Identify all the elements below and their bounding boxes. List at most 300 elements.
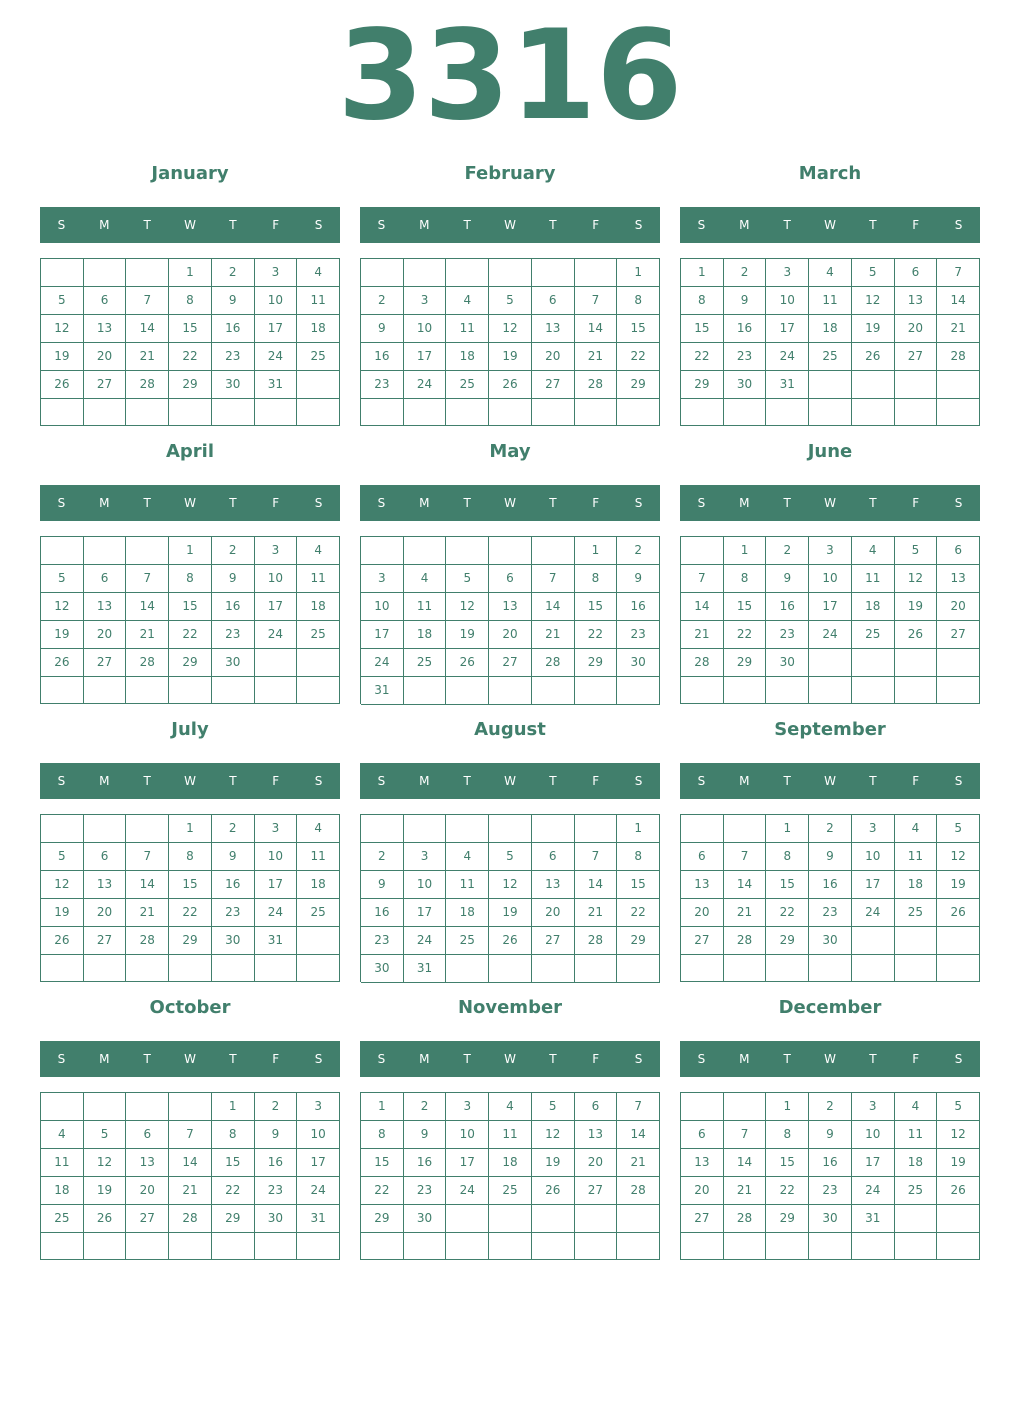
day-cell: 2	[724, 259, 767, 287]
weekday-label: T	[549, 218, 557, 232]
day-cell: 22	[681, 343, 724, 371]
day-cell: 16	[212, 871, 255, 899]
day-cell: 18	[895, 871, 938, 899]
day-cell	[489, 677, 532, 705]
day-cell: 9	[617, 565, 660, 593]
day-cell: 24	[852, 899, 895, 927]
day-cell	[532, 259, 575, 287]
day-cell	[575, 1205, 618, 1233]
weekday-label: T	[143, 1052, 151, 1066]
weekday-label: W	[824, 218, 836, 232]
day-cell: 28	[532, 649, 575, 677]
day-cell	[852, 399, 895, 426]
day-cell: 4	[297, 815, 340, 843]
weekday-label: S	[954, 774, 963, 788]
day-cell: 30	[809, 1205, 852, 1233]
weekday-header	[680, 207, 980, 243]
day-cell: 1	[681, 259, 724, 287]
day-cell: 11	[895, 1121, 938, 1149]
weekday-label: M	[99, 218, 110, 232]
day-cell: 27	[489, 649, 532, 677]
day-cell: 2	[212, 259, 255, 287]
day-cell	[809, 399, 852, 426]
weekday-label: T	[229, 774, 237, 788]
day-cell	[489, 955, 532, 983]
day-cell	[84, 1233, 127, 1260]
day-cell: 28	[575, 371, 618, 399]
day-cell: 12	[937, 1121, 980, 1149]
day-cell	[724, 815, 767, 843]
day-cell	[297, 399, 340, 426]
day-cell: 13	[84, 315, 127, 343]
day-cell: 29	[575, 649, 618, 677]
day-cell: 8	[617, 287, 660, 315]
day-cell: 27	[575, 1177, 618, 1205]
day-grid	[40, 536, 340, 704]
day-cell: 13	[575, 1121, 618, 1149]
weekday-label: F	[272, 1052, 280, 1066]
day-cell: 19	[84, 1177, 127, 1205]
weekday-label: W	[504, 218, 516, 232]
weekday-label: S	[314, 774, 323, 788]
day-cell: 7	[617, 1093, 660, 1121]
day-cell: 10	[852, 1121, 895, 1149]
day-cell: 3	[852, 815, 895, 843]
day-cell: 14	[532, 593, 575, 621]
day-cell	[41, 1093, 84, 1121]
weekday-label: S	[57, 774, 66, 788]
weekday-label: M	[419, 1052, 430, 1066]
weekday-label: S	[634, 1052, 643, 1066]
day-cell: 20	[532, 343, 575, 371]
day-cell	[809, 1233, 852, 1260]
day-cell: 4	[809, 259, 852, 287]
day-cell: 16	[212, 593, 255, 621]
day-cell: 22	[575, 621, 618, 649]
day-cell: 25	[297, 621, 340, 649]
day-cell	[489, 1205, 532, 1233]
weekday-label: M	[419, 496, 430, 510]
day-cell	[41, 537, 84, 565]
weekday-label: W	[504, 774, 516, 788]
day-cell: 12	[489, 315, 532, 343]
day-cell: 16	[404, 1149, 447, 1177]
day-cell: 10	[255, 843, 298, 871]
day-cell: 12	[489, 871, 532, 899]
day-cell: 23	[361, 927, 404, 955]
weekday-label: T	[143, 496, 151, 510]
day-cell	[575, 1233, 618, 1260]
day-cell: 7	[126, 843, 169, 871]
day-cell: 5	[446, 565, 489, 593]
day-cell: 27	[937, 621, 980, 649]
day-cell: 19	[937, 871, 980, 899]
day-cell: 15	[212, 1149, 255, 1177]
day-cell: 29	[169, 371, 212, 399]
weekday-label: M	[739, 1052, 750, 1066]
day-cell	[84, 399, 127, 426]
day-cell: 25	[446, 371, 489, 399]
weekday-header	[40, 207, 340, 243]
day-cell: 1	[724, 537, 767, 565]
day-cell: 4	[446, 843, 489, 871]
day-cell: 2	[361, 843, 404, 871]
weekday-label: S	[57, 496, 66, 510]
day-cell	[895, 955, 938, 982]
day-cell: 29	[169, 649, 212, 677]
weekday-label: W	[824, 496, 836, 510]
day-cell: 20	[937, 593, 980, 621]
day-cell: 6	[84, 843, 127, 871]
day-cell: 4	[895, 815, 938, 843]
day-cell: 19	[41, 343, 84, 371]
weekday-label: S	[697, 1052, 706, 1066]
day-cell: 25	[489, 1177, 532, 1205]
day-cell: 25	[297, 343, 340, 371]
day-cell: 4	[895, 1093, 938, 1121]
weekday-label: T	[229, 218, 237, 232]
day-cell: 9	[404, 1121, 447, 1149]
day-cell: 7	[575, 287, 618, 315]
weekday-label: F	[912, 774, 920, 788]
day-cell: 27	[532, 927, 575, 955]
day-cell	[446, 259, 489, 287]
day-cell: 24	[809, 621, 852, 649]
day-cell	[404, 537, 447, 565]
day-cell: 10	[852, 843, 895, 871]
day-grid	[680, 258, 980, 426]
day-cell: 17	[255, 871, 298, 899]
day-cell	[852, 955, 895, 982]
day-cell	[126, 399, 169, 426]
day-cell	[84, 677, 127, 704]
day-cell: 1	[766, 1093, 809, 1121]
weekday-label: S	[377, 1052, 386, 1066]
day-cell: 22	[361, 1177, 404, 1205]
day-grid	[40, 1092, 340, 1260]
month-title: May	[489, 441, 531, 462]
day-cell	[809, 677, 852, 704]
day-cell: 13	[532, 871, 575, 899]
day-cell: 22	[169, 343, 212, 371]
day-cell: 14	[681, 593, 724, 621]
weekday-label: T	[463, 218, 471, 232]
day-cell: 3	[255, 259, 298, 287]
weekday-label: F	[592, 496, 600, 510]
day-cell: 14	[169, 1149, 212, 1177]
day-cell: 15	[169, 315, 212, 343]
day-cell	[724, 955, 767, 982]
day-cell: 3	[404, 843, 447, 871]
day-cell	[489, 1233, 532, 1260]
day-cell	[809, 955, 852, 982]
day-cell: 28	[575, 927, 618, 955]
day-cell: 15	[361, 1149, 404, 1177]
day-cell: 1	[766, 815, 809, 843]
day-cell: 29	[617, 927, 660, 955]
day-cell: 15	[724, 593, 767, 621]
day-cell: 3	[809, 537, 852, 565]
day-cell: 19	[895, 593, 938, 621]
weekday-label: S	[634, 218, 643, 232]
day-cell: 20	[532, 899, 575, 927]
day-cell: 26	[84, 1205, 127, 1233]
day-cell: 25	[446, 927, 489, 955]
day-cell: 18	[41, 1177, 84, 1205]
day-cell: 16	[361, 343, 404, 371]
day-cell: 21	[681, 621, 724, 649]
day-cell	[404, 815, 447, 843]
day-cell	[126, 1233, 169, 1260]
day-cell: 15	[169, 593, 212, 621]
weekday-label: T	[229, 496, 237, 510]
day-cell: 4	[489, 1093, 532, 1121]
day-cell	[126, 815, 169, 843]
weekday-label: S	[697, 218, 706, 232]
day-cell: 1	[169, 537, 212, 565]
day-cell: 26	[937, 899, 980, 927]
day-cell: 29	[766, 927, 809, 955]
day-cell	[169, 677, 212, 704]
day-cell: 14	[126, 315, 169, 343]
day-cell: 21	[724, 1177, 767, 1205]
day-cell: 7	[126, 287, 169, 315]
day-cell: 16	[809, 1149, 852, 1177]
weekday-label: W	[504, 496, 516, 510]
day-cell: 6	[681, 1121, 724, 1149]
day-cell: 30	[766, 649, 809, 677]
day-cell	[937, 955, 980, 982]
day-cell	[617, 677, 660, 705]
day-cell: 8	[766, 843, 809, 871]
weekday-label: T	[869, 774, 877, 788]
day-cell: 25	[809, 343, 852, 371]
month-title: December	[778, 997, 882, 1018]
day-cell	[169, 955, 212, 982]
day-cell	[84, 259, 127, 287]
day-cell	[575, 815, 618, 843]
day-cell	[212, 399, 255, 426]
day-cell: 30	[212, 371, 255, 399]
day-cell: 13	[532, 315, 575, 343]
weekday-header	[360, 1041, 660, 1077]
day-cell: 9	[809, 1121, 852, 1149]
day-cell	[532, 1233, 575, 1260]
day-cell: 17	[852, 1149, 895, 1177]
month-title: April	[165, 441, 215, 462]
weekday-label: T	[143, 218, 151, 232]
day-cell	[724, 399, 767, 426]
day-cell: 28	[169, 1205, 212, 1233]
day-cell: 31	[255, 371, 298, 399]
day-cell: 6	[575, 1093, 618, 1121]
day-cell: 1	[361, 1093, 404, 1121]
day-cell: 3	[852, 1093, 895, 1121]
day-cell: 9	[212, 843, 255, 871]
day-cell: 28	[617, 1177, 660, 1205]
day-cell: 20	[681, 1177, 724, 1205]
day-cell: 16	[212, 315, 255, 343]
day-cell: 3	[255, 815, 298, 843]
day-cell: 3	[297, 1093, 340, 1121]
day-cell: 15	[617, 871, 660, 899]
day-cell	[852, 1233, 895, 1260]
weekday-label: T	[229, 1052, 237, 1066]
weekday-header	[40, 1041, 340, 1077]
day-cell: 17	[255, 315, 298, 343]
day-cell: 5	[41, 565, 84, 593]
day-cell: 29	[724, 649, 767, 677]
day-cell: 19	[41, 621, 84, 649]
weekday-label: S	[954, 218, 963, 232]
day-cell: 27	[84, 927, 127, 955]
weekday-label: F	[592, 774, 600, 788]
day-cell	[404, 1233, 447, 1260]
day-cell: 24	[766, 343, 809, 371]
day-cell	[681, 1093, 724, 1121]
day-cell: 10	[255, 565, 298, 593]
day-cell	[169, 1093, 212, 1121]
day-cell	[809, 649, 852, 677]
day-cell: 26	[41, 649, 84, 677]
day-cell: 21	[724, 899, 767, 927]
day-cell: 24	[852, 1177, 895, 1205]
day-cell	[575, 399, 618, 426]
day-cell	[852, 927, 895, 955]
day-cell: 30	[809, 927, 852, 955]
day-cell	[489, 815, 532, 843]
weekday-label: T	[463, 1052, 471, 1066]
day-cell: 2	[766, 537, 809, 565]
day-cell	[575, 677, 618, 705]
day-cell	[895, 927, 938, 955]
weekday-label: T	[783, 774, 791, 788]
month-title: June	[807, 441, 853, 462]
day-cell	[681, 815, 724, 843]
day-cell: 19	[852, 315, 895, 343]
day-cell: 16	[617, 593, 660, 621]
weekday-label: F	[592, 218, 600, 232]
day-cell	[361, 399, 404, 426]
day-cell: 27	[84, 649, 127, 677]
day-cell	[937, 649, 980, 677]
day-cell: 11	[852, 565, 895, 593]
day-cell: 5	[489, 843, 532, 871]
day-cell: 20	[84, 621, 127, 649]
day-cell: 10	[809, 565, 852, 593]
weekday-label: M	[739, 218, 750, 232]
day-cell: 26	[41, 927, 84, 955]
day-cell	[937, 677, 980, 704]
day-cell	[297, 955, 340, 982]
weekday-label: T	[549, 496, 557, 510]
day-cell: 28	[126, 371, 169, 399]
weekday-label: W	[184, 496, 196, 510]
day-cell: 24	[404, 371, 447, 399]
day-cell: 12	[937, 843, 980, 871]
day-cell: 27	[84, 371, 127, 399]
day-cell	[532, 677, 575, 705]
day-grid	[360, 258, 660, 426]
day-cell: 25	[852, 621, 895, 649]
day-cell: 8	[212, 1121, 255, 1149]
day-cell: 10	[297, 1121, 340, 1149]
day-cell: 25	[41, 1205, 84, 1233]
day-cell: 18	[895, 1149, 938, 1177]
day-cell	[895, 371, 938, 399]
day-cell: 4	[297, 537, 340, 565]
day-cell: 2	[212, 815, 255, 843]
day-cell: 19	[446, 621, 489, 649]
day-cell: 23	[212, 343, 255, 371]
weekday-label: M	[99, 1052, 110, 1066]
day-cell: 26	[489, 927, 532, 955]
day-cell: 15	[575, 593, 618, 621]
day-cell	[532, 955, 575, 983]
day-cell	[617, 1233, 660, 1260]
day-cell: 3	[446, 1093, 489, 1121]
weekday-header	[40, 763, 340, 799]
day-cell	[489, 259, 532, 287]
day-cell: 5	[852, 259, 895, 287]
day-cell: 18	[809, 315, 852, 343]
day-cell	[681, 537, 724, 565]
day-cell: 6	[681, 843, 724, 871]
day-cell: 9	[361, 315, 404, 343]
day-cell: 18	[404, 621, 447, 649]
day-cell: 22	[724, 621, 767, 649]
day-cell: 18	[852, 593, 895, 621]
day-grid	[360, 814, 660, 982]
day-cell: 12	[41, 593, 84, 621]
day-cell: 17	[361, 621, 404, 649]
day-cell: 1	[617, 259, 660, 287]
weekday-label: F	[272, 496, 280, 510]
month-title: November	[457, 997, 563, 1018]
day-cell: 31	[766, 371, 809, 399]
day-cell: 25	[895, 1177, 938, 1205]
day-cell: 9	[255, 1121, 298, 1149]
day-cell	[446, 677, 489, 705]
day-cell: 29	[681, 371, 724, 399]
day-cell: 24	[404, 927, 447, 955]
day-cell: 14	[617, 1121, 660, 1149]
day-cell: 8	[169, 287, 212, 315]
weekday-header	[680, 485, 980, 521]
day-cell	[297, 677, 340, 704]
day-cell: 5	[532, 1093, 575, 1121]
day-cell: 26	[937, 1177, 980, 1205]
day-cell: 23	[361, 371, 404, 399]
day-cell	[84, 815, 127, 843]
day-cell: 8	[169, 843, 212, 871]
day-cell: 13	[681, 1149, 724, 1177]
day-cell: 12	[852, 287, 895, 315]
day-cell: 23	[255, 1177, 298, 1205]
weekday-label: S	[314, 496, 323, 510]
day-cell: 20	[126, 1177, 169, 1205]
day-cell	[852, 371, 895, 399]
day-cell: 5	[41, 843, 84, 871]
day-cell: 8	[617, 843, 660, 871]
day-cell: 19	[532, 1149, 575, 1177]
weekday-label: S	[377, 496, 386, 510]
weekday-label: S	[954, 1052, 963, 1066]
day-cell: 3	[361, 565, 404, 593]
day-cell: 19	[489, 343, 532, 371]
day-cell: 19	[41, 899, 84, 927]
day-cell	[404, 259, 447, 287]
